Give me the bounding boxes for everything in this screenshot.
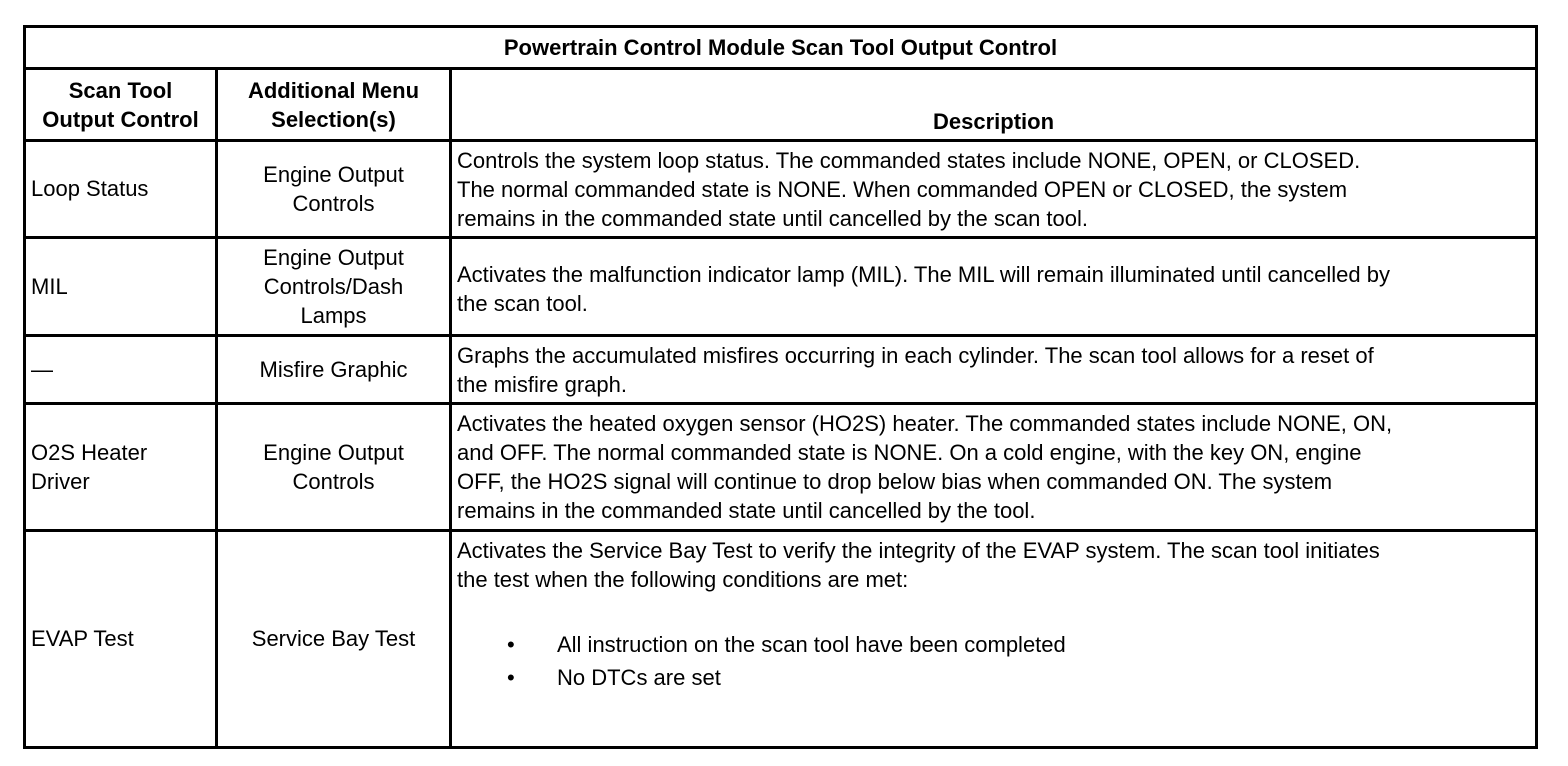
header-scan-tool-output-control xyxy=(25,69,217,140)
table-row xyxy=(25,336,1537,403)
cell-description xyxy=(451,238,1537,336)
cell-output-control: EVAP Test xyxy=(25,530,217,747)
table-title: Powertrain Control Module Scan Tool Output Control xyxy=(25,27,1537,69)
header-line: Output Control xyxy=(42,106,199,132)
table-row xyxy=(25,238,1537,336)
list-item xyxy=(457,628,1531,661)
list-item-text: All instruction on the scan tool have been completed xyxy=(557,631,1066,657)
cell-line: Engine Output xyxy=(263,439,404,465)
description-line: The normal commanded state is NONE. When commanded OPEN or CLOSED, the system xyxy=(457,176,1348,202)
cell-description xyxy=(451,403,1537,530)
cell-line: Lamps xyxy=(300,303,367,329)
bullet-icon: • xyxy=(507,664,515,690)
description-line: Activates the malfunction indicator lamp (MIL). The MIL will remain illuminated until cancelled by xyxy=(457,261,1390,287)
cell-output-control: Loop Status xyxy=(25,140,217,237)
cell-menu-selection xyxy=(217,140,451,237)
cell-line: Service Bay Test xyxy=(251,626,416,652)
header-row xyxy=(25,69,1537,140)
header-line: Selection(s) xyxy=(271,106,396,132)
header-line: Scan Tool xyxy=(68,77,173,103)
cell-description xyxy=(451,530,1537,747)
description-line: Activates the Service Bay Test to verify the integrity of the EVAP system. The scan tool initiates xyxy=(457,537,1380,563)
cell-line: Controls/Dash xyxy=(263,274,404,300)
description-line: OFF, the HO2S signal will continue to drop below bias when commanded ON. The system xyxy=(457,468,1333,494)
scan-tool-output-control-table xyxy=(23,25,1538,749)
table-row xyxy=(25,140,1537,237)
cell-line: Engine Output xyxy=(263,245,404,271)
description-line: the scan tool. xyxy=(457,290,588,316)
description-line: the test when the following conditions are met: xyxy=(457,566,909,592)
list-item-text: No DTCs are set xyxy=(557,664,721,690)
table-row xyxy=(25,530,1537,747)
header-additional-menu-selections xyxy=(217,69,451,140)
cell-line: Engine Output xyxy=(263,161,404,187)
description-line: remains in the commanded state until cancelled by the scan tool. xyxy=(457,205,1089,231)
cell-menu-selection xyxy=(217,403,451,530)
cell-line: Driver xyxy=(31,468,90,494)
table-row xyxy=(25,403,1537,530)
description-line: remains in the commanded state until cancelled by the tool. xyxy=(457,497,1036,523)
cell-line: O2S Heater xyxy=(31,439,148,465)
condition-list xyxy=(457,628,1531,694)
cell-description xyxy=(451,336,1537,403)
cell-line: Controls xyxy=(292,468,375,494)
cell-menu-selection xyxy=(217,336,451,403)
list-item xyxy=(457,661,1531,694)
cell-output-control xyxy=(25,403,217,530)
description-line: and OFF. The normal commanded state is NONE. On a cold engine, with the key ON, engine xyxy=(457,439,1362,465)
description-line: Graphs the accumulated misfires occurring in each cylinder. The scan tool allows for a reset of xyxy=(457,343,1374,369)
bullet-icon: • xyxy=(507,631,515,657)
cell-menu-selection xyxy=(217,530,451,747)
description-line: Controls the system loop status. The commanded states include NONE, OPEN, or CLOSED. xyxy=(457,147,1361,173)
cell-output-control: — xyxy=(25,336,217,403)
description-line: the misfire graph. xyxy=(457,372,627,398)
header-line: Additional Menu xyxy=(247,77,420,103)
cell-line: Misfire Graphic xyxy=(259,356,408,382)
cell-description xyxy=(451,140,1537,237)
cell-menu-selection xyxy=(217,238,451,336)
cell-line: Controls xyxy=(292,190,375,216)
cell-output-control: MIL xyxy=(25,238,217,336)
description-line: Activates the heated oxygen sensor (HO2S) heater. The commanded states include NONE, ON, xyxy=(457,410,1393,436)
header-description: Description xyxy=(451,69,1537,140)
